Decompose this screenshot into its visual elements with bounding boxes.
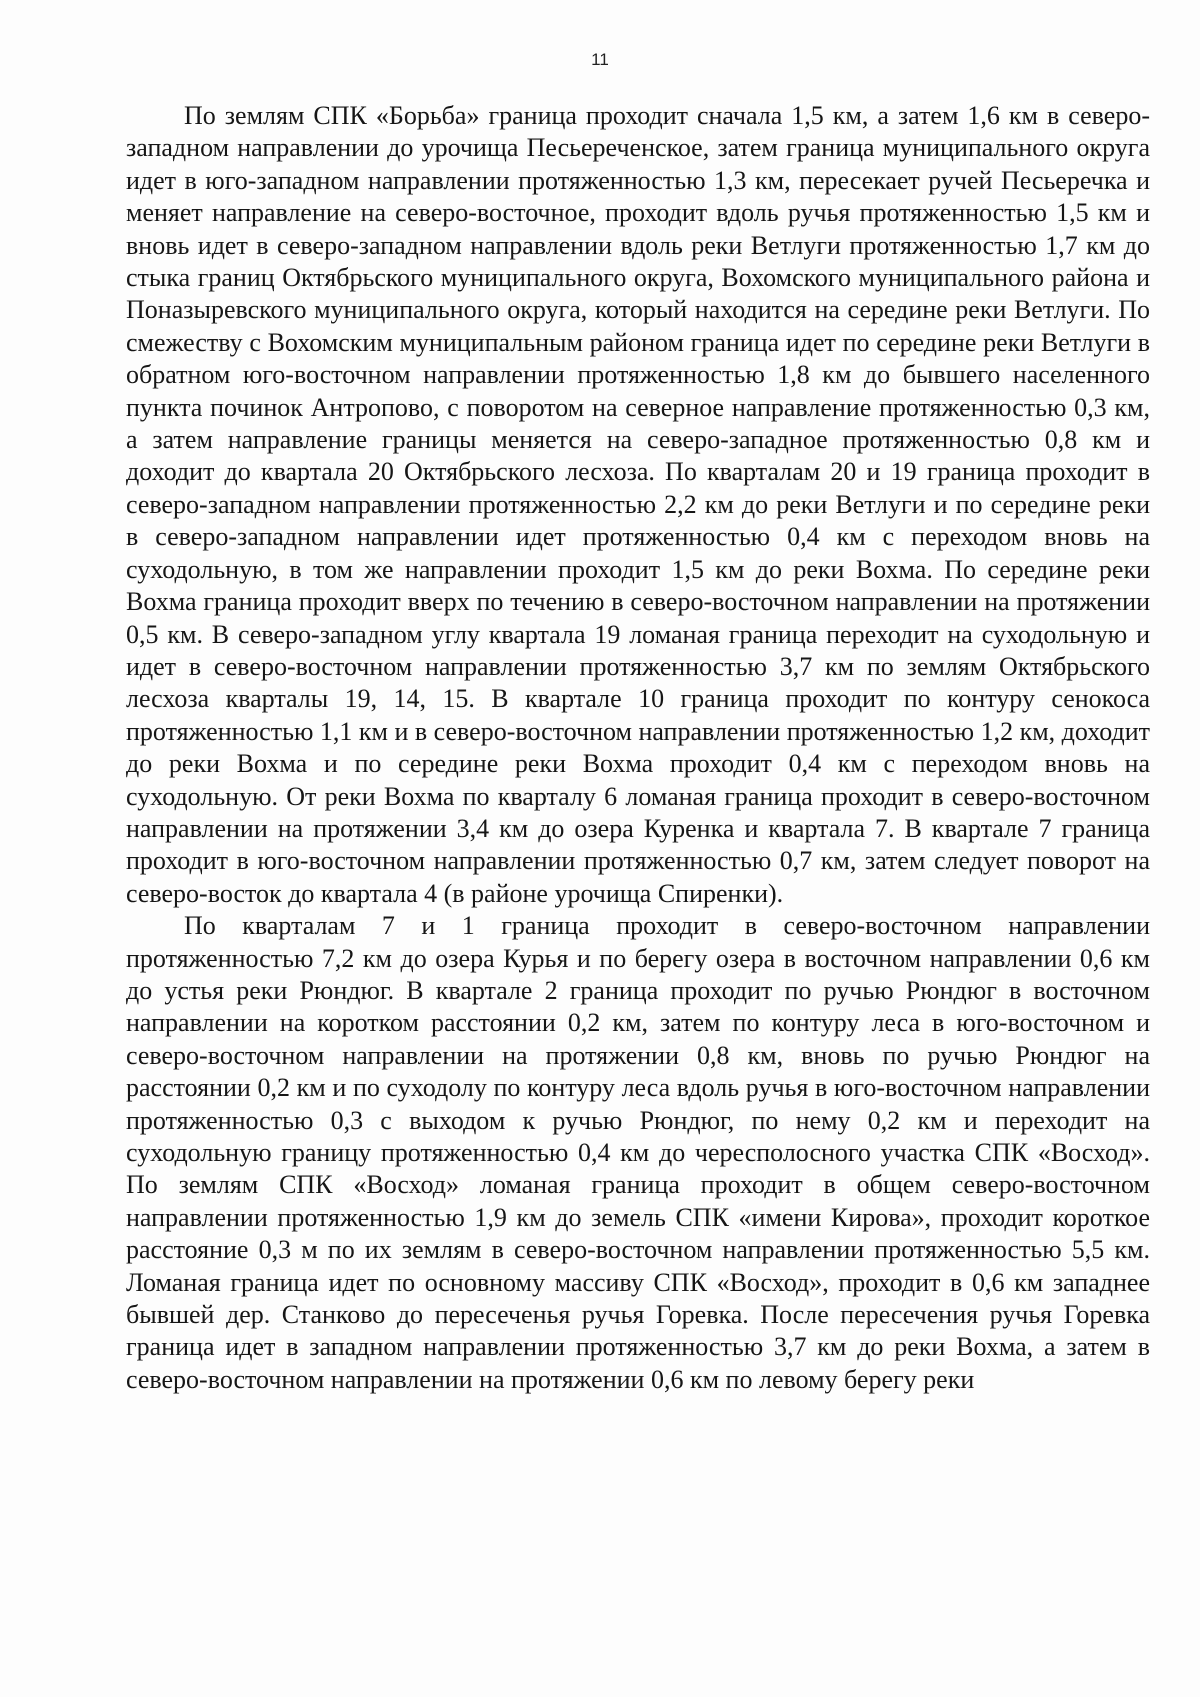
paragraph-2: По кварталам 7 и 1 граница проходит в северо-восточном направлении протяженностью 7,2 км до озера Курья и по берегу озера в восточном направлении 0,6 км до устья реки Рюндюг. В квартале 2 граница проходит по ручью Рюндюг в восточном направлении на коротком расстоянии 0,2 км, затем по контуру леса в юго-восточном и северо-восточном направлении на протяжении 0,8 км, вновь по ручью Рюндюг на расстоянии 0,2 км и по суходолу по контуру леса вдоль ручья в юго-восточном направлении протяженностью 0,3 с выходом к ручью Рюндюг, по нему 0,2 км и переходит на суходольную границу протяженностью 0,4 км до чересполосного участка СПК «Восход». По землям СПК «Восход» ломаная граница проходит в общем северо-восточном направлении протяженностью 1,9 км до земель СПК «имени Кирова», проходит короткое расстояние 0,3 м по их землям в северо-восточном направлении протяженностью 5,5 км. Ломаная граница идет по основному массиву СПК «Восход», проходит в 0,6 км западнее бывшей дер. Станково до пересеченья ручья Горевка. После пересечения ручья Горевка граница идет в западном направлении протяженностью 3,7 км до реки Вохма, а затем в северо-восточном направлении на протяжении 0,6 км по левому берегу реки — [126, 911, 1150, 1394]
document-body — [126, 100, 1150, 1396]
page-number: 11 — [591, 50, 609, 69]
paragraph-1: По землям СПК «Борьба» граница проходит сначала 1,5 км, а затем 1,6 км в северо-западном направлении до урочища Песьереченское, затем граница муниципального округа идет в юго-западном направлении протяженностью 1,3 км, пересекает ручей Песьеречка и меняет направление на северо-восточное, проходит вдоль ручья протяженностью 1,5 км и вновь идет в северо-западном направлении вдоль реки Ветлуги протяженностью 1,7 км до стыка границ Октябрьского муниципального округа, Вохомского муниципального района и Поназыревского муниципального округа, который находится на середине реки Ветлуги. По смежеству с Вохомским муниципальным районом граница идет по середине реки Ветлуги в обратном юго-восточном направлении протяженностью 1,8 км до бывшего населенного пункта починок Антропово, с поворотом на северное направление протяженностью 0,3 км, а затем направление границы меняется на северо-западное протяженностью 0,8 км и доходит до квартала 20 Октябрьского лесхоза. По кварталам 20 и 19 граница проходит в северо-западном направлении протяженностью 2,2 км до реки Ветлуги и по середине реки в северо-западном направлении идет протяженностью 0,4 км с переходом вновь на суходольную, в том же направлении проходит 1,5 км до реки Вохма. По середине реки Вохма граница проходит вверх по течению в северо-восточном направлении на протяжении 0,5 км. В северо-западном углу квартала 19 ломаная граница переходит на суходольную и идет в северо-восточном направлении протяженностью 3,7 км по землям Октябрьского лесхоза кварталы 19, 14, 15. В квартале 10 граница проходит по контуру сенокоса протяженностью 1,1 км и в северо-восточном направлении протяженностью 1,2 км, доходит до реки Вохма и по середине реки Вохма проходит 0,4 км с переходом вновь на суходольную. От реки Вохма по кварталу 6 ломаная граница проходит в северо-восточном направлении на протяжении 3,4 км до озера Куренка и квартала 7. В квартале 7 граница проходит в юго-восточном направлении протяженностью 0,7 км, затем следует поворот на северо-восток до квартала 4 (в районе урочища Спиренки). — [126, 101, 1151, 908]
